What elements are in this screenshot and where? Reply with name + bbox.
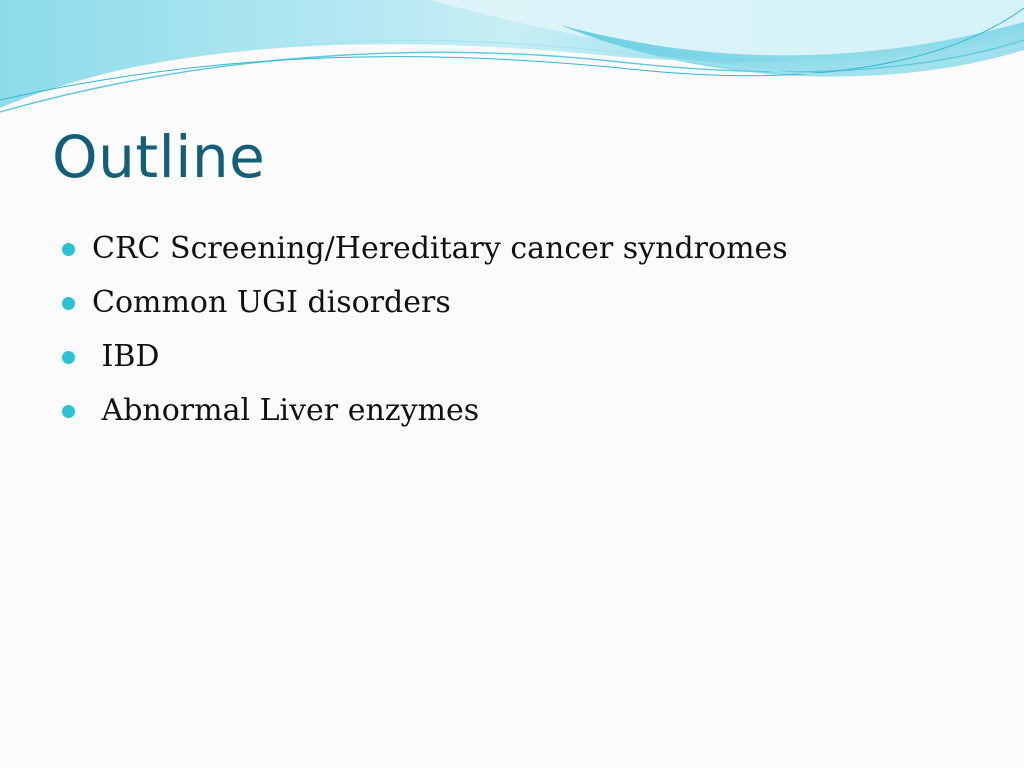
bullet-dot-icon [62,243,75,256]
bullet-item [62,276,788,330]
bullet-dot-icon [62,351,75,364]
bullet-dot-icon [62,297,75,310]
bullet-text: IBD [92,339,160,374]
header-wave-decoration [0,0,1024,130]
bullet-item [62,222,788,276]
bullet-item [62,384,788,438]
bullet-item [62,330,788,384]
bullet-list [62,222,788,438]
bullet-text: Common UGI disorders [92,285,451,320]
bullet-text: Abnormal Liver enzymes [92,393,480,428]
bullet-dot-icon [62,405,75,418]
slide-title: Outline [52,123,266,191]
bullet-text: CRC Screening/Hereditary cancer syndromes [92,231,788,266]
